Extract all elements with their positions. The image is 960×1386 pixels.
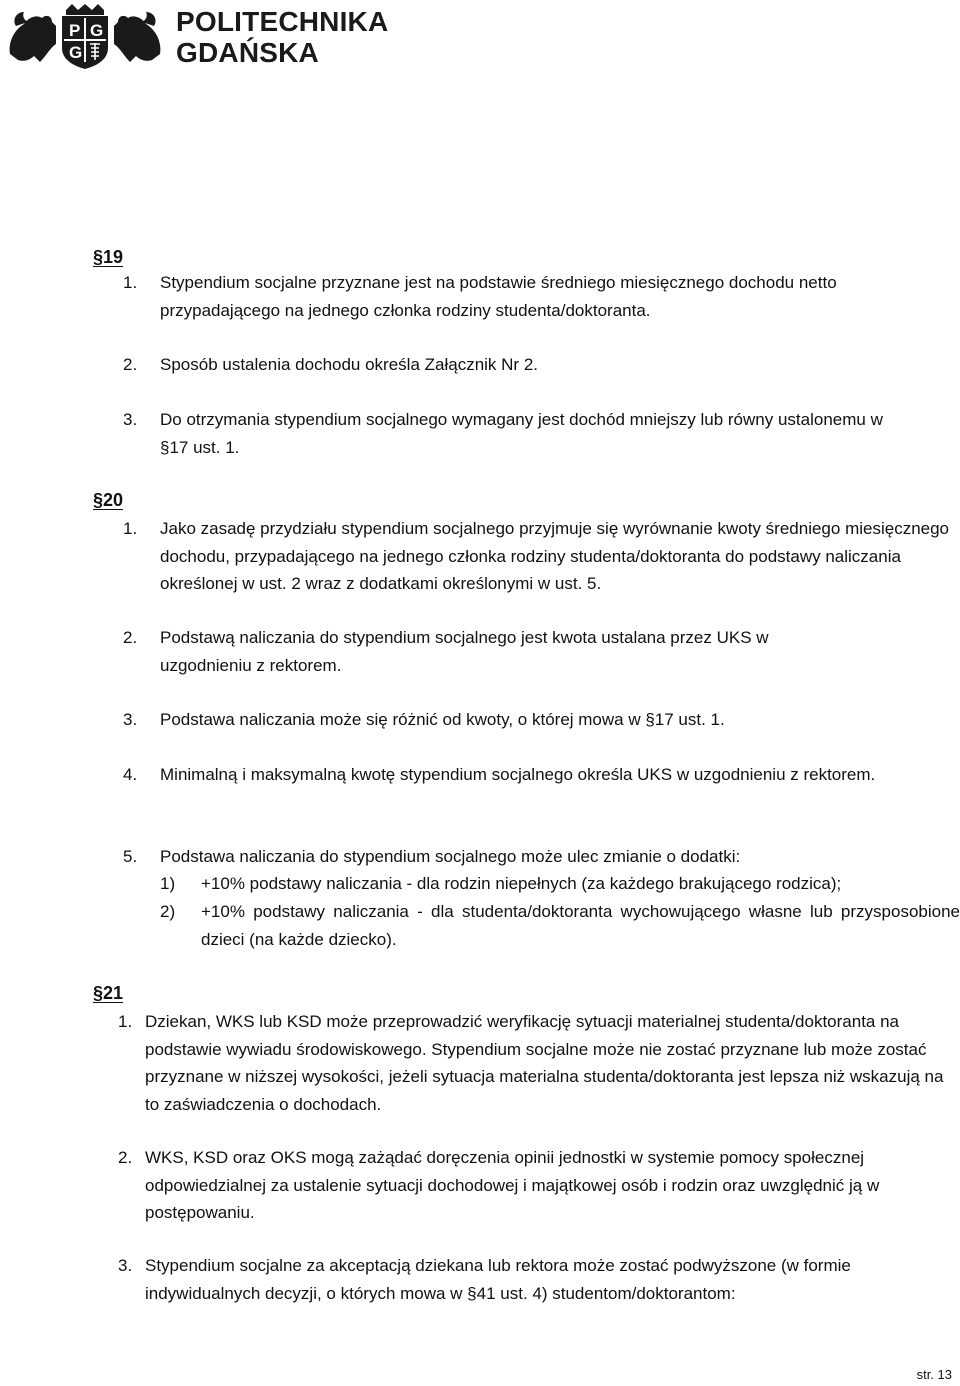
subitem-text: +10% podstawy naliczania - dla studenta/doktoranta wychowującego własne lub przysposobione dzieci (na każde dziecko). [201,902,960,949]
item-text: Podstawa naliczania do stypendium socjalnego może ulec zmianie o dodatki: [160,847,741,866]
s20-item-5 [123,843,903,871]
section-20-title: §20 [93,490,124,510]
item-number: 4. [123,765,138,784]
s19-item-1 [123,269,943,324]
item-text: Minimalną i maksymalną kwotę stypendium socjalnego określa UKS w uzgodnieniu z rektorem. [160,765,876,784]
logo-line-2: GDAŃSKA [176,37,319,68]
svg-text:P: P [69,21,81,40]
item-number: 1. [123,519,138,538]
subitem-number: 1) [160,874,176,893]
university-emblem-icon [6,4,164,70]
s20-subitem-2 [160,898,960,953]
subitem-text: +10% podstawy naliczania - dla rodzin niepełnych (za każdego brakującego rodzica); [201,874,842,893]
item-number: 2. [123,628,138,647]
item-number: 3. [118,1256,133,1275]
svg-text:G: G [90,21,104,40]
university-logo [6,4,388,70]
s20-item-1 [123,515,953,598]
subitem-number: 2) [160,902,176,921]
item-text: Podstawa naliczania może się różnić od kwoty, o której mowa w §17 ust. 1. [160,710,725,729]
s20-item-3 [123,706,903,734]
s21-item-3 [118,1252,938,1307]
s19-item-3 [123,406,883,461]
s19-item-2 [123,351,943,379]
item-text: Stypendium socjalne przyznane jest na podstawie średniego miesięcznego dochodu netto przypadającego na jednego członka rodziny studenta/doktoranta. [160,273,837,320]
page-number: str. 13 [916,1367,952,1382]
item-text: Podstawą naliczania do stypendium socjalnego jest kwota ustalana przez UKS w uzgodnieniu z rektorem. [160,628,769,675]
s21-item-1 [118,1008,948,1118]
item-number: 5. [123,847,138,866]
item-text: Sposób ustalenia dochodu określa Załącznik Nr 2. [160,355,538,374]
s20-subitem-1 [160,870,958,898]
item-number: 3. [123,410,138,429]
item-text: Jako zasadę przydziału stypendium socjalnego przyjmuje się wyrównanie kwoty średniego miesięcznego dochodu, przypadającego na jednego członka rodziny studenta/doktoranta do podstawy naliczania określonej w ust. 2 wraz z dodatkami określonymi w ust. 5. [160,519,950,593]
s21-item-2 [118,1144,948,1227]
item-text: WKS, KSD oraz OKS mogą zażądać doręczenia opinii jednostki w systemie pomocy społecznej odpowiedzialnej za ustalenie sytuacji dochodowej i majątkowej osób i rodzin oraz uwzględnić ją w postępowaniu. [145,1148,880,1222]
logo-line-1: POLITECHNIKA [176,6,389,37]
item-number: 1. [123,273,138,292]
logo-wordmark [176,6,388,68]
section-21-title: §21 [93,983,124,1003]
item-number: 2. [123,355,138,374]
item-number: 3. [123,710,138,729]
item-number: 1. [118,1012,133,1031]
item-number: 2. [118,1148,133,1167]
section-19-title: §19 [93,247,124,267]
svg-text:G: G [69,43,83,62]
item-text: Do otrzymania stypendium socjalnego wymagany jest dochód mniejszy lub równy ustalonemu w §17 ust. 1. [160,410,883,457]
s20-item-2 [123,624,843,679]
item-text: Dziekan, WKS lub KSD może przeprowadzić weryfikację sytuacji materialnej studenta/doktoranta na podstawie wywiadu środowiskowego. Stypendium socjalne może nie zostać przyznane lub może zostać przyznane w niższej wysokości, jeżeli sytuacja materialna studenta/doktoranta jest lepsza niż wskazują na to zaświadczenia o dochodach. [145,1012,944,1114]
item-text: Stypendium socjalne za akceptacją dziekana lub rektora może zostać podwyższone (w formie indywidualnych decyzji, o których mowa w §41 ust. 4) studentom/doktorantom: [145,1256,851,1303]
s20-item-4 [123,761,893,789]
